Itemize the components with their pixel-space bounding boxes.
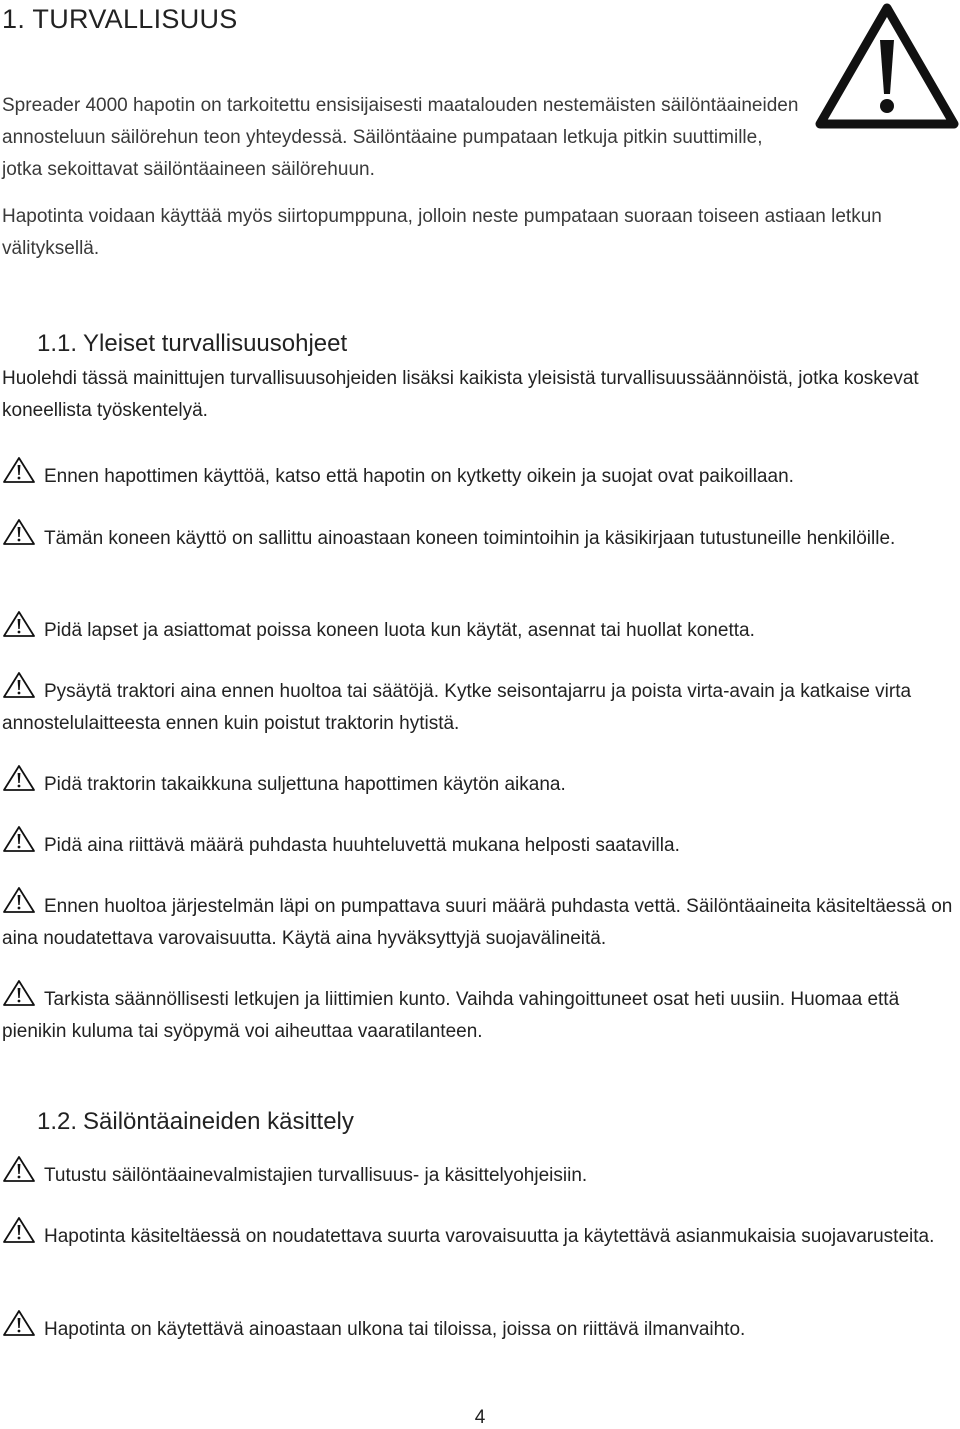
warning-text: Pysäytä traktori aina ennen huoltoa tai säätöjä. Kytke seisontajarru ja poista virta-avain ja katkaise virta annostelulaitteesta ennen kuin poistut traktorin hytistä. [2, 681, 912, 734]
warning-text: Pidä lapset ja asiattomat poissa koneen luota kun käytät, asennat tai huollat konetta. [44, 620, 755, 641]
warning-text: Ennen hapottimen käyttöä, katso että hapotin on kytketty oikein ja suojat ovat paikoillaan. [44, 466, 794, 487]
warning-triangle-icon [2, 518, 36, 546]
section-heading-1-1 [37, 330, 347, 358]
warning-text: Tutustu säilöntäainevalmistajien turvallisuus- ja käsittelyohjeisiin. [44, 1165, 588, 1186]
section-title: Yleiset turvallisuusohjeet [83, 330, 348, 357]
warning-item [2, 671, 958, 740]
warning-item [2, 764, 958, 801]
warning-text: Pidä traktorin takaikkuna suljettuna hapottimen käytön aikana. [44, 774, 566, 795]
warning-text: Tämän koneen käyttö on sallittu ainoastaan koneen toimintoihin ja käsikirjaan tutustuneille henkilöille. [44, 528, 896, 549]
warning-triangle-icon [2, 825, 36, 853]
warning-triangle-icon [2, 456, 36, 484]
section-title: Säilöntäaineiden käsittely [83, 1108, 354, 1135]
intro-paragraph: Spreader 4000 hapotin on tarkoitettu ensisijaisesti maatalouden nestemäisten säilöntäaineiden annosteluun säilörehun teon yhteydessä. Säilöntäaine pumpataan letkuja pitkin suuttimille, jotka sekoittavat säilöntäaineen säilörehuun. [2, 95, 799, 180]
warning-text: Tarkista säännöllisesti letkujen ja liittimien kunto. Vaihda vahingoittuneet osat heti uusiin. Huomaa että pienikin kuluma tai syöpymä voi aiheuttaa vaaratilanteen. [2, 989, 900, 1042]
warning-text: Ennen huoltoa järjestelmän läpi on pumpattava suuri määrä puhdasta vettä. Säilöntäaineita käsiteltäessä on aina noudatettava varovaisuutta. Käytä aina hyväksyttyjä suojavälineitä. [2, 896, 953, 949]
pump-paragraph: Hapotinta voidaan käyttää myös siirtopumppuna, jolloin neste pumpataan suoraan toiseen astiaan letkun välityksellä. [2, 206, 882, 259]
warning-item [2, 610, 958, 647]
section-number: 1.2. [37, 1108, 78, 1135]
warning-item [2, 518, 958, 555]
warning-item [2, 1155, 958, 1192]
safety-intro: Huolehdi tässä mainittujen turvallisuusohjeiden lisäksi kaikista yleisistä turvallisuussäännöistä, jotka koskevat koneellista työskentelyä. [2, 368, 919, 421]
warning-triangle-icon [2, 979, 36, 1007]
warning-triangle-icon [2, 886, 36, 914]
warning-item [2, 1309, 958, 1346]
warning-text: Pidä aina riittävä määrä puhdasta huuhteluvettä mukana helposti saatavilla. [44, 835, 680, 856]
warning-item [2, 886, 958, 955]
section-heading-1-2 [37, 1108, 354, 1136]
warning-item [2, 825, 958, 862]
warning-item [2, 979, 958, 1048]
warning-triangle-icon [2, 671, 36, 699]
warning-triangle-icon [2, 1309, 36, 1337]
page-number: 4 [474, 1407, 486, 1428]
section-number: 1.1. [37, 330, 78, 357]
warning-triangle-icon [2, 1216, 36, 1244]
warning-triangle-icon [2, 610, 36, 638]
warning-triangle-icon [2, 764, 36, 792]
warning-item [2, 456, 958, 493]
warning-triangle-icon [2, 1155, 36, 1183]
warning-text: Hapotinta käsiteltäessä on noudatettava suurta varovaisuutta ja käytettävä asianmukaisia suojavarusteita. [44, 1226, 935, 1247]
section-title-turvallisuus: 1. TURVALLISUUS [2, 4, 238, 34]
warning-text: Hapotinta on käytettävä ainoastaan ulkona tai tiloissa, joissa on riittävä ilmanvaihto. [44, 1319, 746, 1340]
warning-triangle-icon [814, 2, 960, 130]
warning-item [2, 1216, 958, 1253]
